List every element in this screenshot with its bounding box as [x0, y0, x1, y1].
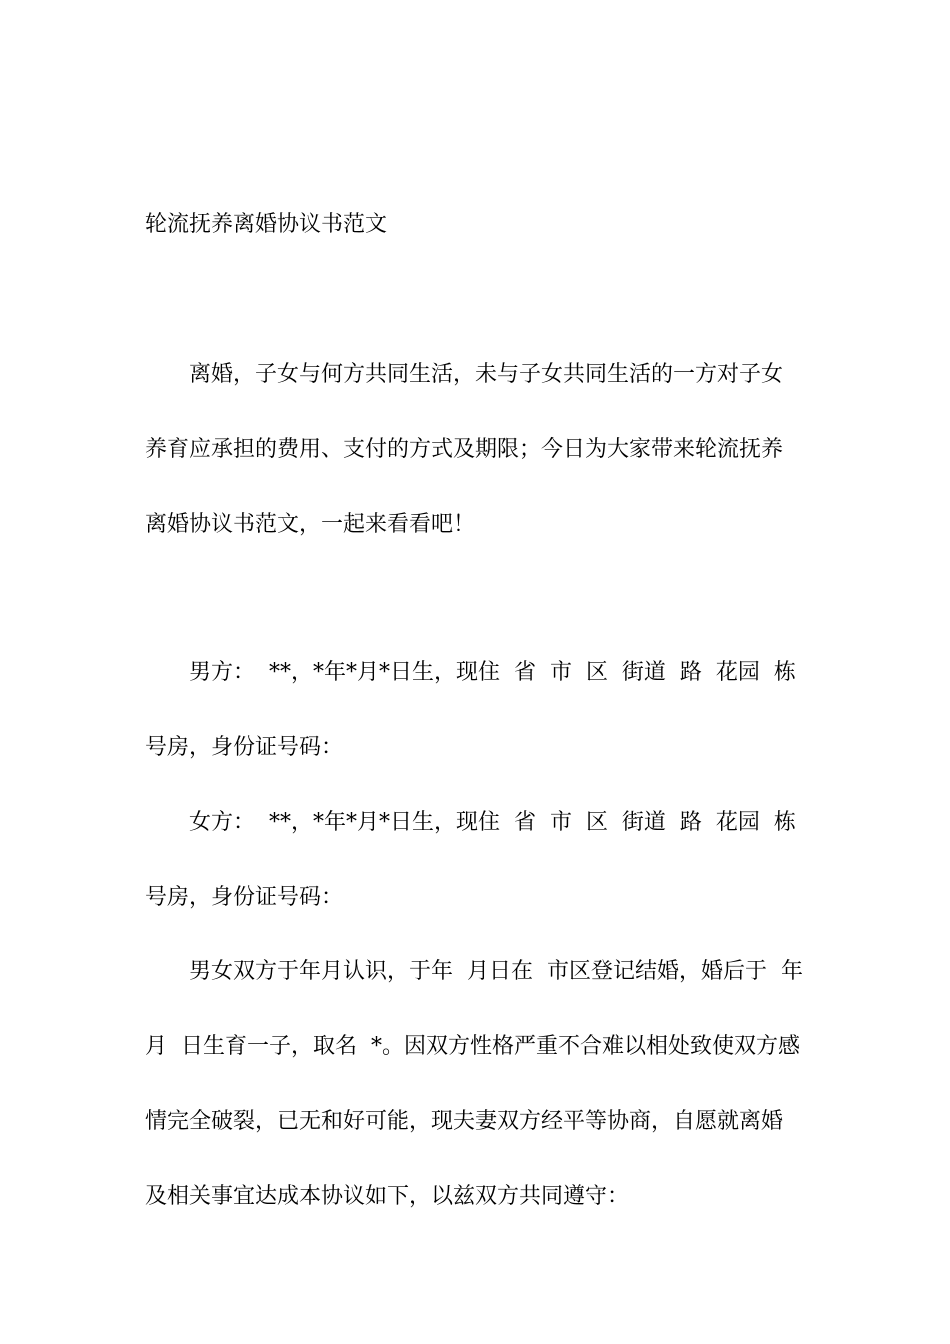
man-info-line-2: 号房，身份证号码：: [145, 735, 344, 760]
agreement-line-2: 月 日生育一子，取名 *。因双方性格严重不合难以相处致使双方感: [145, 1034, 800, 1059]
agreement-line-4: 及相关事宜达成本协议如下，以兹双方共同遵守：: [145, 1184, 630, 1209]
intro-line-2: 养育应承担的费用、支付的方式及期限；今日为大家带来轮流抚养: [145, 437, 784, 462]
document-title: 轮流抚养离婚协议书范文: [145, 212, 388, 237]
woman-info-line-1: 女方： **，*年*月*日生，现住 省 市 区 街道 路 花园 栋: [189, 810, 796, 835]
man-info-line-1: 男方： **，*年*月*日生，现住 省 市 区 街道 路 花园 栋: [189, 660, 796, 685]
agreement-line-1: 男女双方于年月认识，于年 月日在 市区登记结婚，婚后于 年: [189, 959, 803, 984]
woman-info-line-2: 号房，身份证号码：: [145, 885, 344, 910]
intro-line-1: 离婚，子女与何方共同生活，未与子女共同生活的一方对子女: [189, 362, 784, 387]
intro-line-3: 离婚协议书范文，一起来看看吧！: [145, 512, 476, 537]
agreement-line-3: 情完全破裂，已无和好可能，现夫妻双方经平等协商，自愿就离婚: [145, 1109, 784, 1134]
